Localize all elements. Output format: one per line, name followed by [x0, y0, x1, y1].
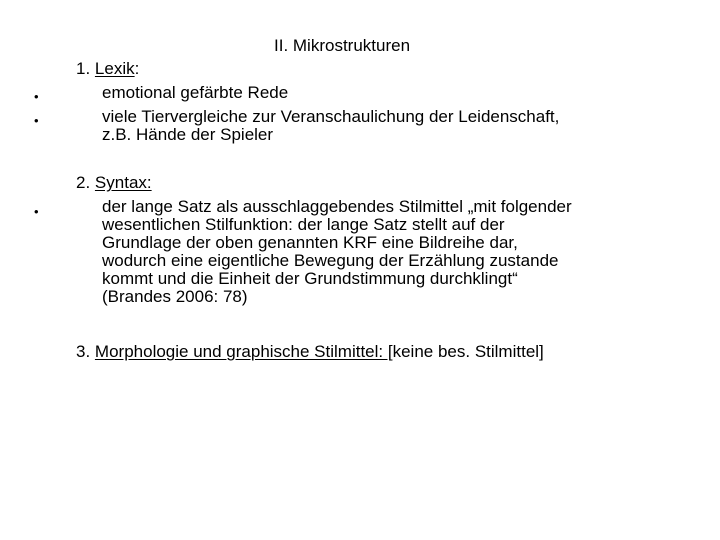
- section-syntax-heading: [76, 174, 152, 192]
- section-morphologie-heading: [76, 343, 544, 361]
- list-item-lexik-1: emotional gefärbte Rede: [102, 83, 289, 102]
- section-title-suffix: :: [134, 59, 140, 78]
- list-item-lexik-2: viele Tiervergleiche zur Veranschaulichung der Leidenschaft, z.B. Hände der Spieler: [102, 107, 560, 144]
- section-lexik-heading: [76, 60, 139, 78]
- section-title: Lexik: [94, 59, 135, 78]
- section-title-suffix: keine bes. Stilmittel]: [392, 342, 544, 361]
- list-item-syntax-1: der lange Satz als ausschlaggebendes Stilmittel „mit folgender wesentlichen Stilfunktion: der lange Satz stellt auf der Grundlage der oben genannten KRF eine Bildreihe dar, wodurch eine eigentliche Bewegung der Erzählung zustande kommt und die Einheit der Grundstimmung durchklingt“ (Brandes 2006: 78): [102, 197, 572, 306]
- page-title: II. Mikrostrukturen: [274, 36, 411, 55]
- section-title: Morphologie und graphische Stilmittel: [: [94, 342, 393, 361]
- section-number: 3.: [76, 342, 91, 361]
- bullet-marker: •: [34, 113, 39, 128]
- section-title: Syntax:: [94, 173, 152, 192]
- bullet-marker: •: [34, 89, 39, 104]
- section-number: 1.: [76, 59, 91, 78]
- bullet-marker: •: [34, 204, 39, 219]
- section-number: 2.: [76, 173, 91, 192]
